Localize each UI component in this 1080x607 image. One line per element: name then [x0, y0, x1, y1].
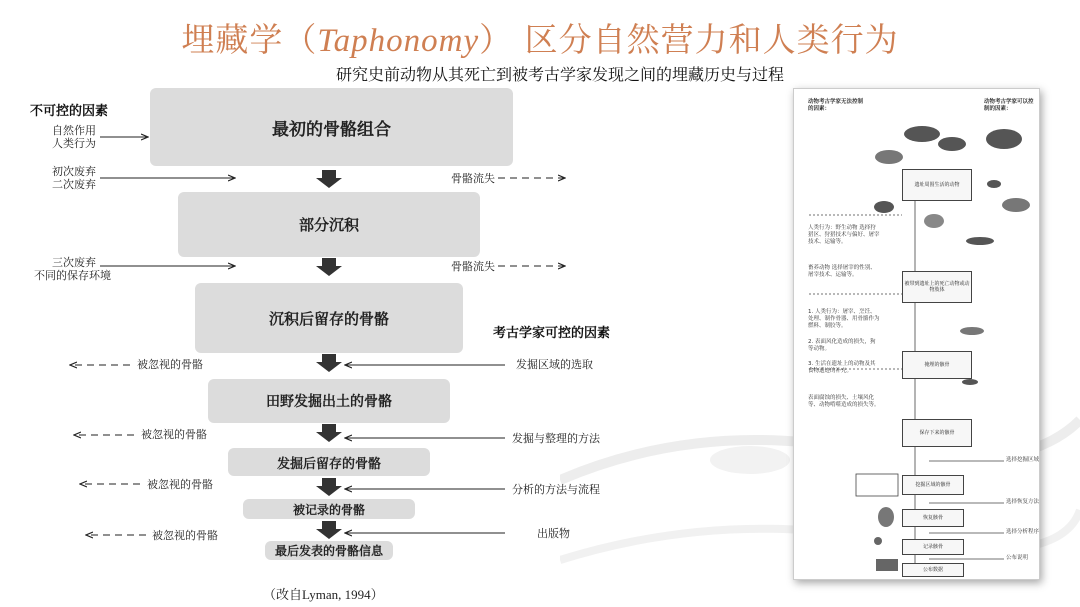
- input-secondary: 二次废弃: [52, 178, 96, 191]
- doc-box-dead-animals: 被带到遗址上的死亡动物或动物肢体: [902, 271, 972, 303]
- doc-note-3: 1. 人类行为：屠宰、烹饪、处理、制作骨器、用骨骼作为燃料、制胶等。: [808, 309, 880, 329]
- doc-right-2: 选择恢复方法: [1006, 499, 1040, 505]
- title-latin: Taphonomy: [317, 23, 480, 59]
- doc-right-1: 选择挖掘区域: [1006, 457, 1040, 463]
- control-publication: 出版物: [537, 527, 570, 540]
- doc-note-4: 2. 表面风化造成的损失，狗等动物。: [808, 339, 876, 352]
- ignored-label-1: 被忽视的骨骼: [137, 358, 203, 371]
- page-subtitle: 研究史前动物从其死亡到被考古学家发现之间的埋藏历史与过程: [335, 65, 784, 84]
- input-tertiary: 三次废弃: [52, 256, 96, 269]
- doc-box-buried-bones: 掩埋的骸骨: [902, 351, 972, 379]
- doc-note-1: 人类行为：野生动物 选择狩猎区、狩猎技术与偏好、屠宰技术、运输等。: [808, 225, 880, 245]
- document-flow-lines: [794, 89, 1039, 579]
- control-excavation-method: 发掘与整理的方法: [512, 432, 600, 445]
- doc-note-6: 表面腐蚀的损失、土壤风化等、动物啃噬造成的损失等。: [808, 395, 880, 408]
- doc-note-2: 畜养动物 选择屠宰的性别、屠宰技术、运输等。: [808, 265, 876, 278]
- control-area-selection: 发掘区域的选取: [516, 358, 593, 371]
- box-post-depositional: 沉积后留存的骨骼: [195, 283, 463, 353]
- loss-label-2: 骨骼流失: [451, 260, 495, 273]
- ignored-label-3: 被忽视的骨骼: [147, 478, 213, 491]
- doc-box-preserved-bones: 保存下来的骸骨: [902, 419, 972, 447]
- title-suffix: ） 区分自然营力和人类行为: [479, 20, 899, 59]
- doc-box-excavated-bones: 挖掘区域的骸骨: [902, 475, 964, 495]
- doc-right-4: 公布说明: [1006, 555, 1029, 561]
- input-human: 人类行为: [52, 137, 96, 150]
- doc-note-5: 3. 生活在遗址上的动物及其食物遗迹的补充。: [808, 361, 876, 374]
- doc-box-living-animals: 遗址周围生活的动物: [902, 169, 972, 201]
- doc-box-published-data: 公布数据: [902, 563, 964, 577]
- doc-header-right: 动物考古学家可以控制的因素：: [984, 99, 1034, 112]
- right-header: 考古学家可控的因素: [493, 326, 611, 341]
- box-partial-deposition: 部分沉积: [178, 192, 480, 257]
- box-published: 最后发表的骨骼信息: [265, 541, 393, 560]
- doc-box-recorded-bones: 记录骸骨: [902, 539, 964, 555]
- doc-header-left: 动物考古学家无法控制的因素：: [808, 99, 864, 112]
- loss-label-1: 骨骼流失: [451, 172, 495, 185]
- title-prefix: 埋藏学（: [181, 20, 318, 59]
- doc-box-recovered-bones: 恢复骸骨: [902, 509, 964, 527]
- ignored-label-2: 被忽视的骨骼: [141, 428, 207, 441]
- control-analysis-method: 分析的方法与流程: [512, 483, 600, 496]
- figure-caption: （改自Lyman, 1994）: [263, 587, 384, 602]
- left-header: 不可控的因素: [30, 104, 109, 119]
- box-recorded: 被记录的骨骼: [243, 499, 415, 519]
- input-natural: 自然作用: [52, 124, 96, 137]
- doc-right-3: 选择分析程序: [1006, 529, 1040, 535]
- input-env: 不同的保存环境: [34, 269, 111, 282]
- ignored-label-4: 被忽视的骨骼: [152, 529, 218, 542]
- box-excavated: 田野发掘出土的骨骼: [208, 379, 450, 423]
- input-primary: 初次废弃: [52, 165, 96, 178]
- box-initial-assemblage: 最初的骨骼组合: [150, 88, 513, 166]
- box-post-excavation: 发掘后留存的骨骼: [228, 448, 430, 476]
- taphonomy-document-figure: [793, 88, 1040, 580]
